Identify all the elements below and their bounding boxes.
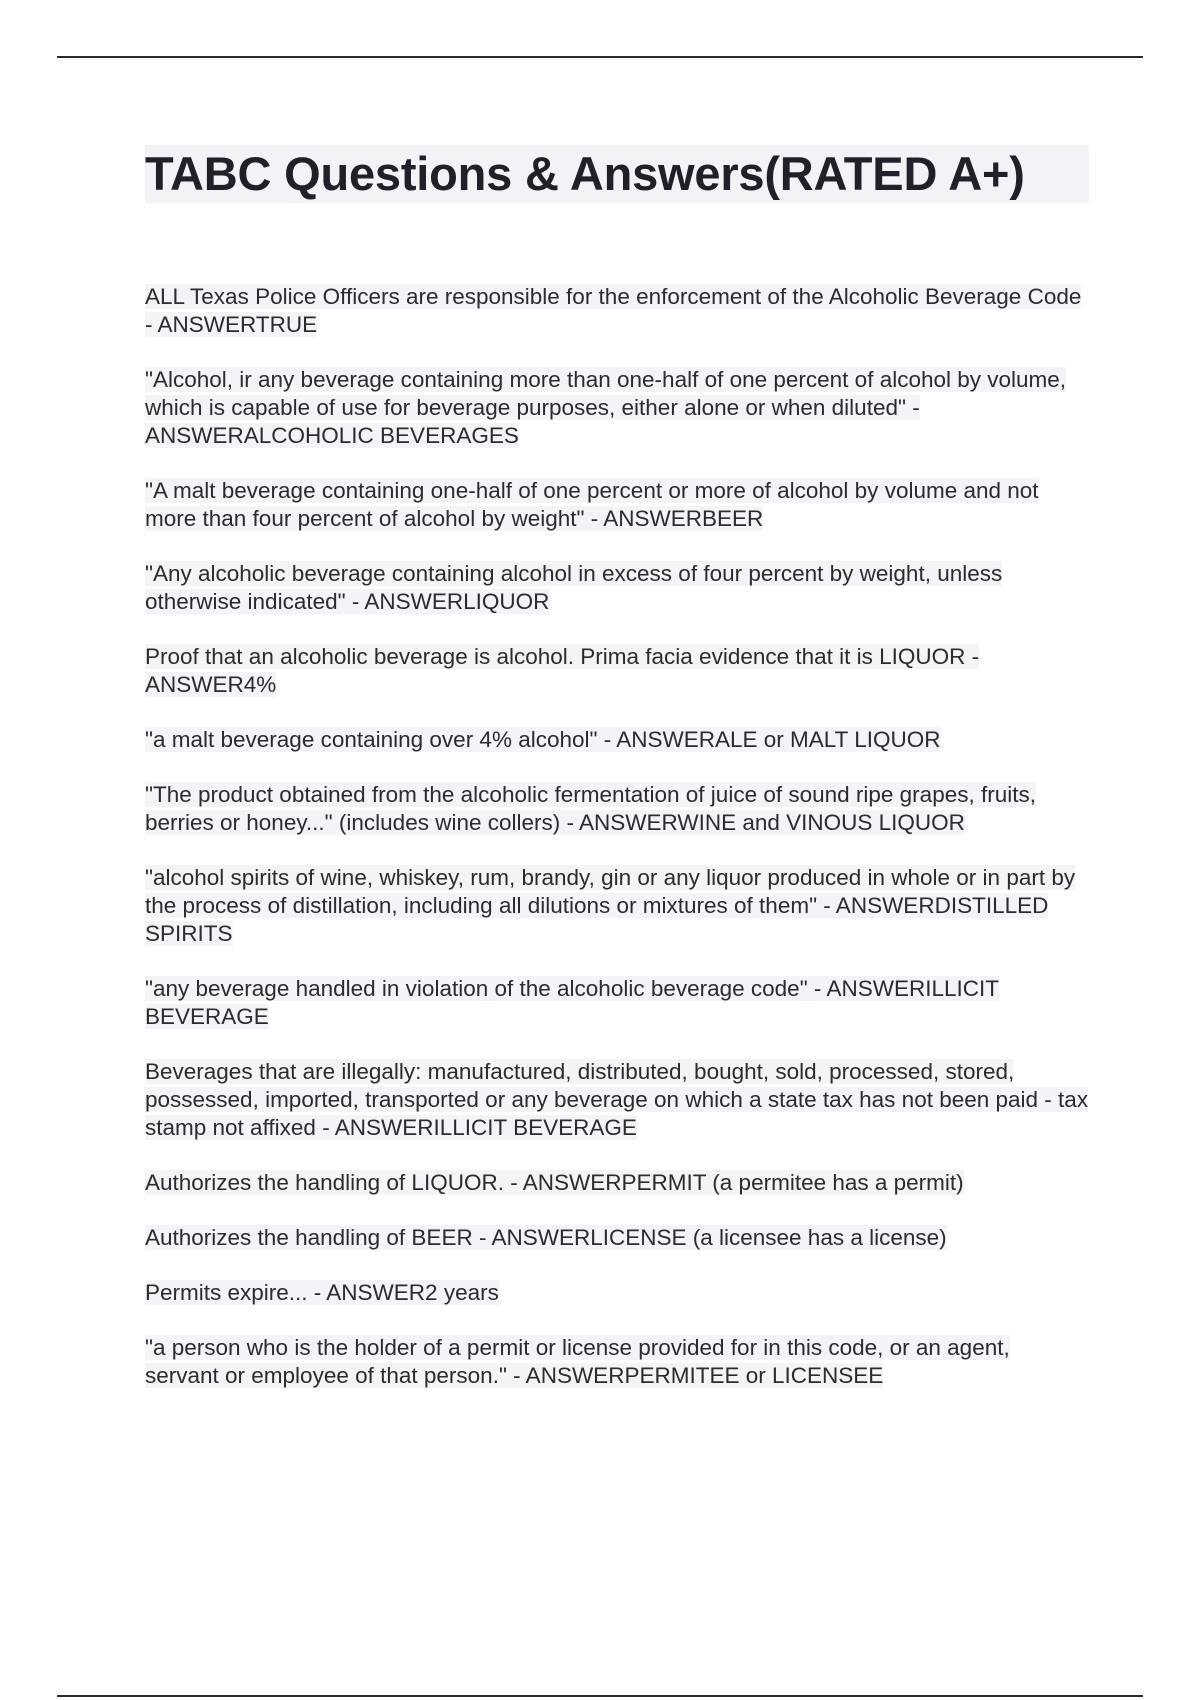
- qa-item-text: Authorizes the handling of BEER - ANSWERLICENSE (a licensee has a license): [145, 1225, 947, 1250]
- qa-item-text: "a person who is the holder of a permit or license provided for in this code, or an agent, servant or employee of that person." - ANSWERPERMITEE or LICENSEE: [145, 1335, 1010, 1388]
- qa-item-text: "A malt beverage containing one-half of one percent or more of alcohol by volume and not more than four percent of alcohol by weight" - ANSWERBEER: [145, 478, 1039, 531]
- qa-item-text: "any beverage handled in violation of the alcoholic beverage code" - ANSWERILLICIT BEVERAGE: [145, 976, 999, 1029]
- qa-item-text: "Any alcoholic beverage containing alcohol in excess of four percent by weight, unless otherwise indicated" - ANSWERLIQUOR: [145, 561, 1003, 614]
- qa-list: [145, 283, 1089, 1417]
- qa-item: [145, 643, 1089, 699]
- qa-item: [145, 560, 1089, 616]
- qa-item-text: "The product obtained from the alcoholic fermentation of juice of sound ripe grapes, fruits, berries or honey..." (includes wine collers) - ANSWERWINE and VINOUS LIQUOR: [145, 782, 1036, 835]
- qa-item: [145, 726, 1089, 754]
- qa-item: [145, 1334, 1089, 1390]
- bottom-rule: [57, 1695, 1143, 1697]
- qa-item: [145, 1279, 1089, 1307]
- qa-item: [145, 1058, 1089, 1142]
- qa-item-text: "alcohol spirits of wine, whiskey, rum, brandy, gin or any liquor produced in whole or in part by the process of distillation, including all dilutions or mixtures of them" - ANSWERDISTILLED SPIRITS: [145, 865, 1076, 946]
- qa-item-text: "Alcohol, ir any beverage containing more than one-half of one percent of alcohol by volume, which is capable of use for beverage purposes, either alone or when diluted" - ANSWERALCOHOLIC BEVERAGES: [145, 367, 1067, 448]
- qa-item: [145, 366, 1089, 450]
- qa-item: [145, 864, 1089, 948]
- qa-item-text: Authorizes the handling of LIQUOR. - ANSWERPERMIT (a permitee has a permit): [145, 1170, 964, 1195]
- qa-item: [145, 1169, 1089, 1197]
- qa-item-text: ALL Texas Police Officers are responsible for the enforcement of the Alcoholic Beverage Code - ANSWERTRUE: [145, 284, 1082, 337]
- qa-item-text: Permits expire... - ANSWER2 years: [145, 1280, 499, 1305]
- qa-item-text: Proof that an alcoholic beverage is alcohol. Prima facia evidence that it is LIQUOR - ANSWER4%: [145, 644, 980, 697]
- qa-item-text: Beverages that are illegally: manufactured, distributed, bought, sold, processed, stored, possessed, imported, transported or any beverage on which a state tax has not been paid - tax stamp not affixed - ANSWERILLICIT BEVERAGE: [145, 1059, 1089, 1140]
- top-rule: [57, 56, 1143, 58]
- qa-item: [145, 975, 1089, 1031]
- qa-item: [145, 781, 1089, 837]
- document-title: TABC Questions & Answers(RATED A+): [145, 147, 1025, 200]
- qa-item: [145, 1224, 1089, 1252]
- qa-item-text: "a malt beverage containing over 4% alcohol" - ANSWERALE or MALT LIQUOR: [145, 727, 941, 752]
- qa-item: [145, 283, 1089, 339]
- qa-item: [145, 477, 1089, 533]
